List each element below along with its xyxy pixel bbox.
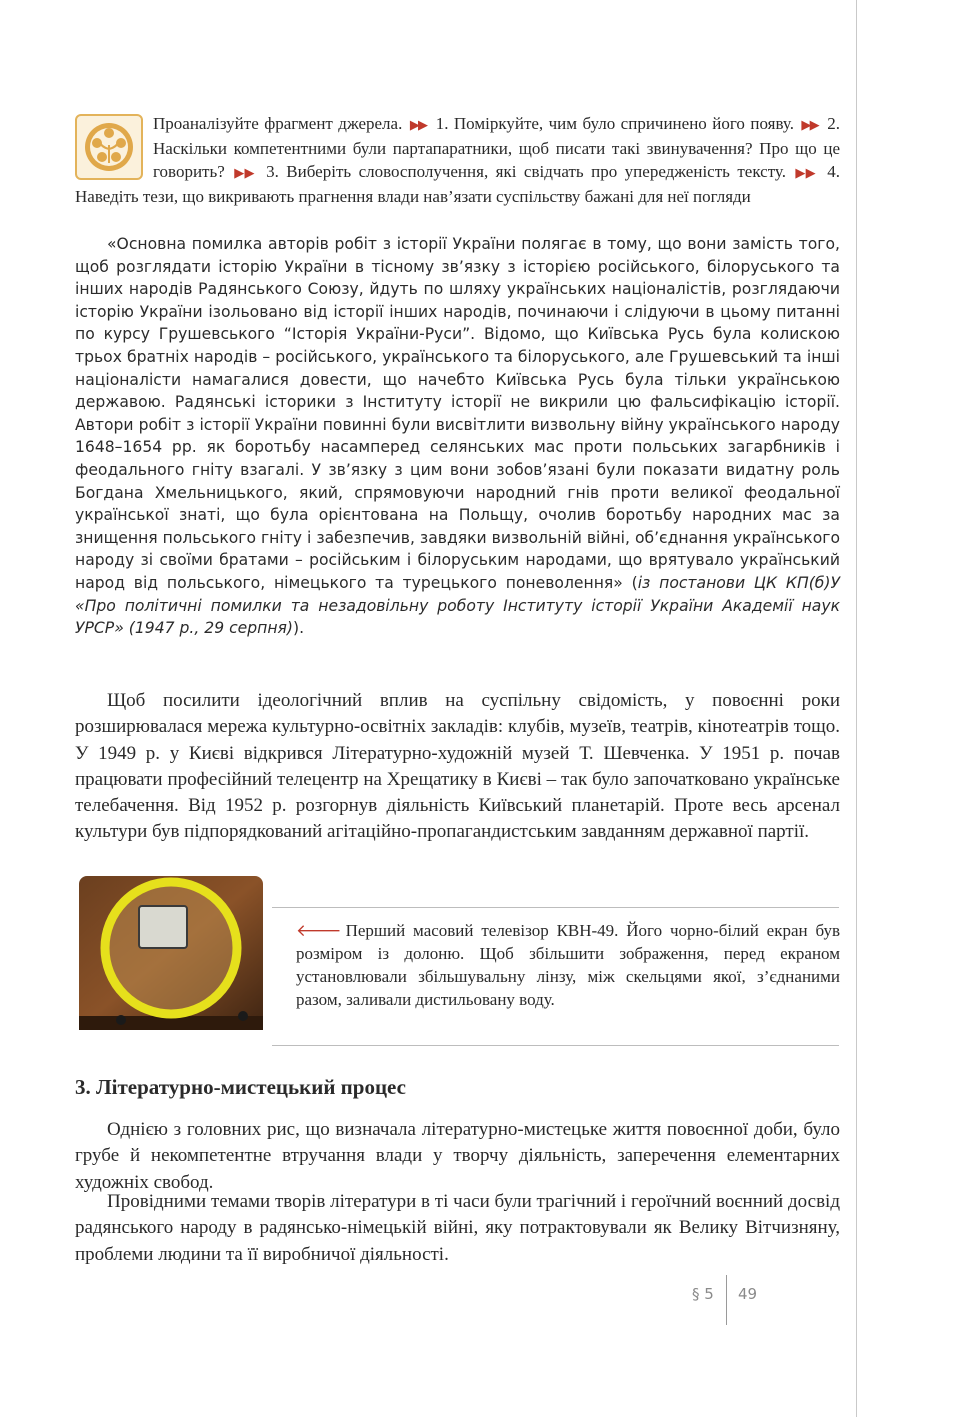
caption-text: Перший масовий телевізор КВН-49. Його чорно-білий екран був розміром із долоню. Щоб збільшити зображення, перед екраном установлювали збільшувальну лінзу, між скельцями якої, з’єднаними разом, заливали дистильовану воду.: [296, 921, 840, 1009]
task-question-1: 1. Поміркуйте, чим було спричинено його появу.: [435, 114, 794, 133]
section-heading: 3. Літературно-мистецький процес: [75, 1075, 406, 1099]
section-number: § 5: [692, 1285, 714, 1303]
body-paragraph-literature-1: Однією з головних рис, що визначала літературно-мистецьке життя повоєнної доби, було грубе й некомпетентне втручання влади у творчу діяльність, заперечення елементарних художніх свобод.: [75, 1119, 840, 1193]
task-question-2: 2. Наскільки компетентними були партапаратники, щоб писати такі звинувачення? Про що це говорить?: [153, 114, 841, 181]
double-arrow-icon: ▶▶: [234, 165, 255, 180]
quote-close: ).: [293, 619, 305, 638]
caption-bottom-rule: [272, 1045, 839, 1046]
page-edge-rule: [856, 0, 857, 1417]
task-question-4: 4. Наведіть тези, що викривають прагнення влади нав’язати суспільству бажані для неї погляди: [75, 162, 841, 206]
quote-source: із постанови ЦК КП(б)У «Про політичні помилки та незадовільну роботу Інституту історії України Академії наук УРСР» (1947 р., 29 серпня): [75, 573, 840, 638]
source-task: [75, 112, 840, 208]
caption-top-rule: [272, 907, 839, 908]
double-arrow-icon: ▶▶: [409, 117, 427, 132]
left-arrow-icon: 🡐: [296, 921, 342, 940]
quote-text: «Основна помилка авторів робіт з історії України полягає в тому, що вони замість того, щоб розглядати історію України в тісному зв’язку з історією російського, білоруського та інших народів Радянського Союзу, йдуть по шляху українських націоналістів, розглядаючи історію України ізольовано від історії інших народів, починаючи і слідуючи в цьому питанні по курсу Грушевського “Історія України-Руси”. Відомо, що Київська Русь була колискою трьох братніх народів – російського, українського та білоруського, але Грушевський та інші націоналісти намагалися довести, що начебто Київська Русь була тільки українською державою. Радянські історики з Інституту історії не викрили цю фальсифікацію історії. Автори робіт з історії України повинні були висвітлити визвольну війну українського народу 1648–1654 рр. як боротьбу насамперед селянських мас проти польських загарбників і феодального гніту взагалі. У зв’язку з цим вони зобов’язані були показати видатну роль Богдана Хмельницького, який, спрямовуючи народний гнів проти великої феодальної української знаті, що була орієнтована на Польщу, очолив боротьбу народних мас за знищення польського гніту і забезпечив, завдяки визвольній війні, об’єднання українського народу зі своїми братами – російським і білоруським народами, що врятувало український народ від польського, німецького та турецького поневолення» (: [75, 235, 840, 592]
body-paragraph-literature-2: Провідними темами творів літератури в ті часи були трагічний і героїчний воєнний досвід радянського народу в радянсько-німецькій війні, яку потрактовували як Велику Вітчизняну, проблеми людини та її виробничої діяльності.: [75, 1191, 840, 1265]
document-analysis-icon: [75, 114, 143, 180]
task-question-3: 3. Виберіть словосполучення, які свідчать про упередженість тексту.: [266, 162, 786, 181]
double-arrow-icon: ▶▶: [801, 117, 818, 132]
body-paragraph-culture: Щоб посилити ідеологічний вплив на суспільну свідомість, у повоєнні роки розширювалася мережа культурно-освітніх закладів: клубів, музеїв, театрів, кінотеатрів тощо. У 1949 р. у Києві відкрився Літературно-художній музей Т. Шевченка. У 1951 р. почав працювати професійний телецентр на Хрещатику в Києві – так було започатковано українське телебачення. Від 1952 р. розгорнув діяльність Київський планетарій. Проте весь арсенал культури був підпорядкований агітаційно-пропагандистським завданням державної партії.: [75, 690, 840, 843]
page-number: 49: [738, 1285, 758, 1303]
source-quote: [75, 233, 840, 640]
double-arrow-icon: ▶▶: [795, 165, 816, 180]
page-number-divider: [726, 1275, 727, 1325]
task-intro: Проаналізуйте фрагмент джерела.: [153, 114, 403, 133]
image-caption: [296, 919, 840, 1011]
tv-kvn49-image: [75, 868, 268, 1038]
